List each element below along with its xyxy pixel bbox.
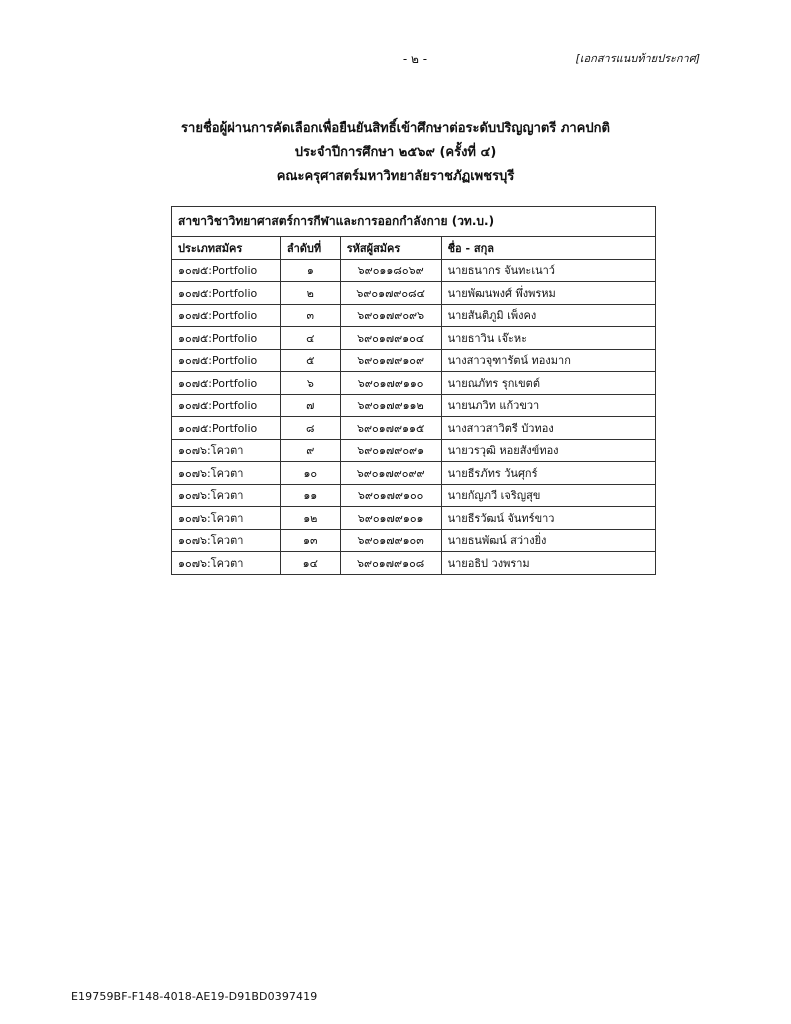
cell-name: นายธนากร จันทะเนาว์ xyxy=(441,259,655,282)
cell-applicant-id: ๖๙๐๑๑๘๐๖๙ xyxy=(340,259,441,282)
cell-applicant-id: ๖๙๐๑๗๙๐๙๑ xyxy=(340,439,441,462)
title-line-3: คณะครุศาสตร์มหาวิทยาลัยราชภัฏเพชรบุรี xyxy=(276,169,515,184)
cell-name: นายพัฒนพงศ์ พึ่งพรหม xyxy=(441,282,655,305)
cell-type: ๑๐๗๕:Portfolio xyxy=(172,259,281,282)
table-row xyxy=(172,439,656,462)
cell-type: ๑๐๗๕:Portfolio xyxy=(172,349,281,372)
cell-name: นายอธิป วงพราม xyxy=(441,552,655,575)
cell-type: ๑๐๗๕:Portfolio xyxy=(172,372,281,395)
cell-order: ๑๓ xyxy=(280,529,340,552)
column-header-applicant-id: รหัสผู้สมัคร xyxy=(340,237,441,260)
cell-order: ๙ xyxy=(280,439,340,462)
cell-applicant-id: ๖๙๐๑๗๙๑๐๙ xyxy=(340,349,441,372)
cell-order: ๑๒ xyxy=(280,507,340,530)
cell-type: ๑๐๗๕:Portfolio xyxy=(172,327,281,350)
column-header-name: ชื่อ - สกุล xyxy=(441,237,655,260)
cell-applicant-id: ๖๙๐๑๗๙๑๐๔ xyxy=(340,327,441,350)
table-row xyxy=(172,372,656,395)
cell-type: ๑๐๗๖:โควตา xyxy=(172,462,281,485)
title-line-1: รายชื่อผู้ผ่านการคัดเลือกเพื่อยืนยันสิทธิ์เข้าศึกษาต่อระดับปริญญาตรี ภาคปกติ xyxy=(181,121,610,136)
cell-name: นางสาวสาวิตรี บัวทอง xyxy=(441,417,655,440)
document-title xyxy=(100,117,691,189)
page-number: - ๒ - xyxy=(402,52,428,66)
column-header-row xyxy=(172,237,656,260)
column-header-type: ประเภทสมัคร xyxy=(172,237,281,260)
table-row xyxy=(172,394,656,417)
cell-order: ๓ xyxy=(280,304,340,327)
cell-name: นายนภวิท แก้วขวา xyxy=(441,394,655,417)
cell-name: นายกัญภวี เจริญสุข xyxy=(441,484,655,507)
column-header-order: ลำดับที่ xyxy=(280,237,340,260)
table-row xyxy=(172,304,656,327)
cell-order: ๒ xyxy=(280,282,340,305)
cell-name: นายณภัทร รุกเขตต์ xyxy=(441,372,655,395)
cell-name: นายธาวิน เจ๊ะหะ xyxy=(441,327,655,350)
cell-type: ๑๐๗๕:Portfolio xyxy=(172,304,281,327)
table-row xyxy=(172,417,656,440)
cell-applicant-id: ๖๙๐๑๗๙๑๐๐ xyxy=(340,484,441,507)
cell-type: ๑๐๗๖:โควตา xyxy=(172,439,281,462)
cell-applicant-id: ๖๙๐๑๗๙๑๐๓ xyxy=(340,529,441,552)
cell-order: ๕ xyxy=(280,349,340,372)
cell-type: ๑๐๗๕:Portfolio xyxy=(172,282,281,305)
cell-applicant-id: ๖๙๐๑๗๙๑๑๒ xyxy=(340,394,441,417)
cell-order: ๖ xyxy=(280,372,340,395)
cell-name: นางสาวจุฑารัตน์ ทองมาก xyxy=(441,349,655,372)
cell-name: นายธนพัฒน์ สว่างยิ่ง xyxy=(441,529,655,552)
cell-type: ๑๐๗๕:Portfolio xyxy=(172,394,281,417)
cell-order: ๘ xyxy=(280,417,340,440)
title-line-2: ประจำปีการศึกษา ๒๕๖๙ (ครั้งที่ ๔) xyxy=(294,145,497,160)
table-row xyxy=(172,349,656,372)
table-row xyxy=(172,462,656,485)
cell-applicant-id: ๖๙๐๑๗๙๐๘๔ xyxy=(340,282,441,305)
cell-type: ๑๐๗๖:โควตา xyxy=(172,529,281,552)
table-row xyxy=(172,484,656,507)
results-table xyxy=(171,206,656,575)
cell-order: ๑๑ xyxy=(280,484,340,507)
cell-type: ๑๐๗๖:โควตา xyxy=(172,507,281,530)
cell-applicant-id: ๖๙๐๑๗๙๑๐๑ xyxy=(340,507,441,530)
table-row xyxy=(172,552,656,575)
major-row xyxy=(172,207,656,237)
table-row xyxy=(172,529,656,552)
cell-order: ๑ xyxy=(280,259,340,282)
cell-type: ๑๐๗๖:โควตา xyxy=(172,484,281,507)
cell-name: นายธีรวัฒน์ จันทร์ขาว xyxy=(441,507,655,530)
cell-type: ๑๐๗๕:Portfolio xyxy=(172,417,281,440)
cell-name: นายสันติภูมิ เพ็งคง xyxy=(441,304,655,327)
cell-applicant-id: ๖๙๐๑๗๙๑๑๐ xyxy=(340,372,441,395)
cell-applicant-id: ๖๙๐๑๗๙๑๐๘ xyxy=(340,552,441,575)
table-row xyxy=(172,282,656,305)
major-name: สาขาวิชาวิทยาศาสตร์การกีฬาและการออกกำลังกาย (วท.บ.) xyxy=(172,207,656,237)
cell-name: นายวรวุฒิ หอยสังข์ทอง xyxy=(441,439,655,462)
cell-order: ๔ xyxy=(280,327,340,350)
cell-order: ๑๐ xyxy=(280,462,340,485)
cell-applicant-id: ๖๙๐๑๗๙๐๙๙ xyxy=(340,462,441,485)
cell-type: ๑๐๗๖:โควตา xyxy=(172,552,281,575)
table-row xyxy=(172,507,656,530)
table-row xyxy=(172,259,656,282)
cell-applicant-id: ๖๙๐๑๗๙๑๑๕ xyxy=(340,417,441,440)
table-row xyxy=(172,327,656,350)
attachment-note: [เอกสารแนบท้ายประกาศ] xyxy=(575,52,700,65)
document-code: E19759BF-F148-4018-AE19-D91BD0397419 xyxy=(71,990,318,1003)
cell-order: ๗ xyxy=(280,394,340,417)
cell-order: ๑๔ xyxy=(280,552,340,575)
cell-name: นายธีรภัทร วันศุกร์ xyxy=(441,462,655,485)
cell-applicant-id: ๖๙๐๑๗๙๐๙๖ xyxy=(340,304,441,327)
